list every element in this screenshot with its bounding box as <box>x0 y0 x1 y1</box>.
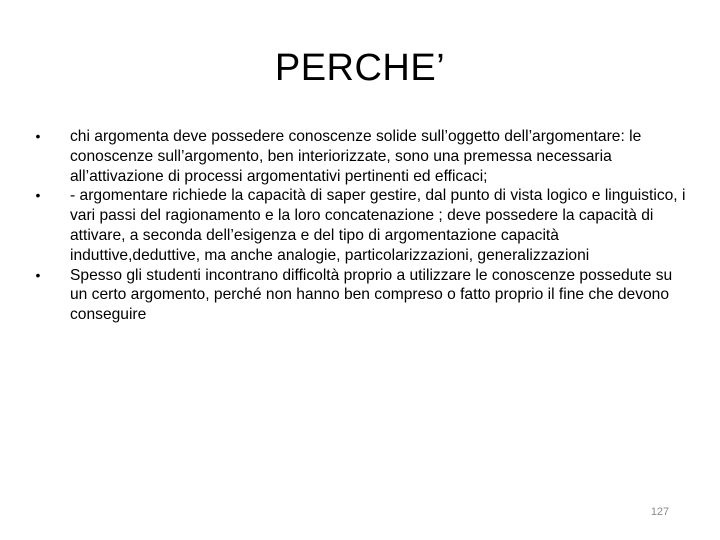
bullet-text: - argomentare richiede la capacità di saper gestire, dal punto di vista logico e linguistico, i vari passi del ragionamento e la loro concatenazione ; deve possedere la capacità di attivare, a seconda dell’esigenza e del tipo di argomentazione capacità induttive,deduttive, ma anche analogie, particolarizzazioni, generalizzazioni <box>70 187 686 264</box>
bullet-item <box>28 186 688 265</box>
bullet-text: Spesso gli studenti incontrano difficoltà proprio a utilizzare le conoscenze possedute su un certo argomento, perché non hanno ben compreso o fatto proprio il fine che devono conseguire <box>70 266 673 324</box>
bullet-list <box>28 127 688 325</box>
bullet-icon: • <box>35 128 41 144</box>
bullet-icon: • <box>35 187 41 204</box>
slide-title: PERCHE’ <box>274 47 446 89</box>
bullet-item <box>28 266 688 325</box>
bullet-item <box>28 127 688 186</box>
bullet-icon: • <box>35 266 41 283</box>
bullet-text: chi argomenta deve possedere conoscenze solide sull’oggetto dell’argomentare: le conoscenze sull’argomento, ben interiorizzate, sono una premessa necessaria all’attivazione di processi argomentativi pertinenti ed efficaci; <box>70 128 642 185</box>
page-number: 127 <box>650 506 670 518</box>
